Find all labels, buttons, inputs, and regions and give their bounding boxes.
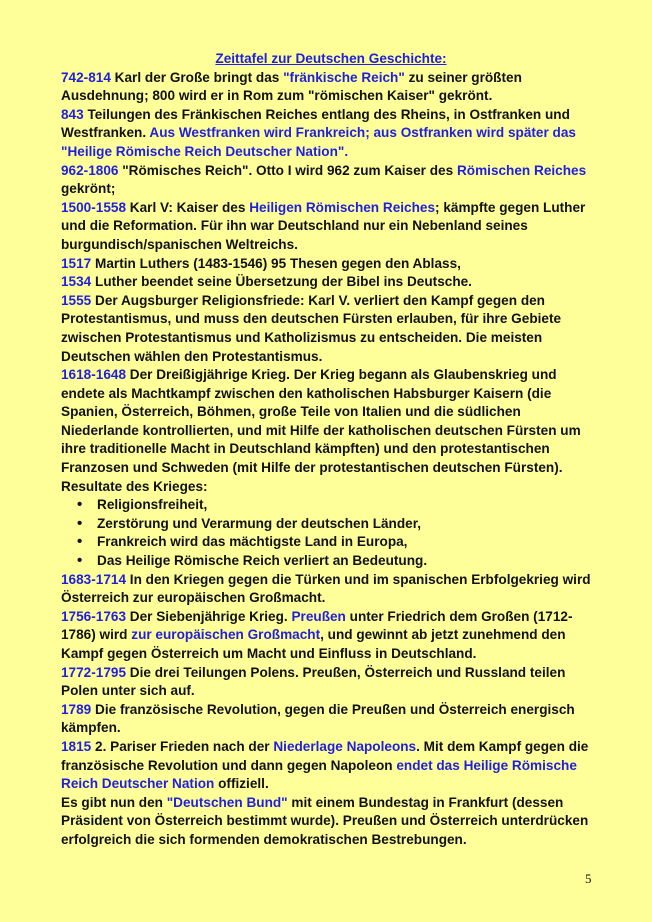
entry-year: 1555 bbox=[61, 292, 92, 308]
entry-text: offiziell. bbox=[214, 776, 269, 792]
entry-1815 bbox=[61, 738, 601, 794]
list-item: • Frankreich wird das mächtigste Land in Europa, bbox=[97, 533, 601, 552]
entry-year: 1534 bbox=[61, 274, 92, 290]
entry-year: 1789 bbox=[61, 701, 92, 717]
entry-text: gekrönt; bbox=[61, 181, 116, 197]
entry-text: Der Siebenjährige Krieg. bbox=[126, 608, 292, 624]
entry-742 bbox=[61, 69, 601, 106]
entry-text: Teilungen des Fränkischen Reiches entlang des Rheins, in Ostfranken und Westfranken. bbox=[61, 106, 570, 141]
entry-highlight: endet das Heilige Römische Reich Deutscher Nation bbox=[61, 757, 577, 792]
entry-year: 1618-1648 bbox=[61, 367, 127, 383]
entry-highlight: Aus Westfranken wird Frankreich; aus Ostfranken wird später das "Heilige Römische Reich Deutscher Nation". bbox=[61, 125, 576, 159]
entry-962 bbox=[61, 162, 601, 199]
entry-year: 1772-1795 bbox=[61, 664, 127, 680]
entry-text: In den Kriegen gegen die Türken und im spanischen Erbfolgekrieg wird Österreich zur europäischen Großmacht. bbox=[61, 571, 591, 606]
entry-text: Die französische Revolution, gegen die Preußen und Österreich energisch kämpfen. bbox=[61, 701, 575, 736]
entry-highlight: zur europäischen Großmacht bbox=[131, 627, 321, 643]
entry-highlight: Heiligen Römischen Reiches bbox=[249, 199, 436, 215]
list-item: • Religionsfreiheit, bbox=[97, 496, 601, 515]
entry-1683 bbox=[61, 571, 601, 608]
entry-text: Martin Luthers (1483-1546) 95 Thesen gegen den Ablass, bbox=[91, 255, 461, 271]
entry-highlight: Niederlage Napoleons bbox=[273, 738, 417, 754]
entry-text: Die drei Teilungen Polens. Preußen, Österreich und Russland teilen Polen unter sich auf. bbox=[61, 664, 566, 699]
entry-text: mit einem Bundestag in Frankfurt (dessen Präsident von Österreich bestimmt wurde). Preußen und Österreich unterdrücken erfolgreich die sich formenden demokratischen Bestrebungen. bbox=[61, 794, 589, 847]
entry-text: Luther beendet seine Übersetzung der Bibel ins Deutsche. bbox=[91, 274, 472, 290]
list-item: • Das Heilige Römische Reich verliert an Bedeutung. bbox=[97, 552, 601, 571]
list-item: • Zerstörung und Verarmung der deutschen Länder, bbox=[97, 515, 601, 534]
entry-text: "Römisches Reich". Otto I wird 962 zum Kaiser des bbox=[118, 162, 457, 178]
entry-year: 962-1806 bbox=[61, 162, 119, 178]
entry-1789 bbox=[61, 701, 601, 738]
entry-1534 bbox=[61, 273, 601, 292]
entry-highlight: Preußen bbox=[291, 608, 346, 624]
entry-text: ; kämpfte gegen Luther und die Reformation. Für ihn war Deutschland nur ein Nebenland seines burgundisch/spanischen Weltreichs. bbox=[61, 199, 586, 252]
entry-text: Es gibt nun den bbox=[61, 794, 167, 810]
entry-highlight: "Deutschen Bund" bbox=[166, 794, 288, 810]
entry-text: 2. Pariser Frieden nach der bbox=[91, 738, 274, 754]
entry-1555 bbox=[61, 292, 601, 366]
entry-deutscher-bund bbox=[61, 794, 601, 850]
entry-highlight: Römischen Reiches bbox=[456, 162, 587, 178]
entry-year: 1500-1558 bbox=[61, 199, 127, 215]
page-title: Zeittafel zur Deutschen Geschichte: bbox=[215, 51, 447, 66]
entry-1618 bbox=[61, 366, 601, 478]
entry-year: 1683-1714 bbox=[61, 571, 127, 587]
entry-text: unter Friedrich dem Großen (1712-1786) wird bbox=[61, 608, 573, 643]
page-number: 5 bbox=[585, 871, 592, 886]
entry-1500 bbox=[61, 199, 601, 255]
entry-text: Karl der Große bringt das bbox=[110, 69, 284, 85]
entry-year: 1517 bbox=[61, 255, 92, 271]
entry-text: Der Dreißigjährige Krieg. Der Krieg begann als Glaubenskrieg und endete als Machtkampf zwischen den katholischen Habsburger Kaisern (die Spanien, Österreich, Böhmen, große Teile von Italien und die südlichen Niederlande kontrollierten, und mit Hilfe der katholischen deutschen Fürsten um ihre traditionelle Macht in Deutschland kämpften) und den protestantischen Franzosen und Schweden (mit Hilfe der protestantischen deutschen Fürsten). bbox=[61, 367, 581, 476]
entry-highlight: "fränkische Reich" bbox=[283, 69, 405, 85]
entry-year: 843 bbox=[61, 106, 84, 122]
entry-year: 742-814 bbox=[61, 69, 111, 85]
entry-year: 1815 bbox=[61, 738, 92, 754]
document-body bbox=[61, 50, 601, 850]
entry-1756 bbox=[61, 608, 601, 664]
entry-year: 1756-1763 bbox=[61, 608, 127, 624]
entry-text: . Mit dem Kampf gegen die französische Revolution und dann gegen Napoleon bbox=[61, 738, 589, 773]
entry-1772 bbox=[61, 664, 601, 701]
results-heading: Resultate des Krieges: bbox=[61, 478, 208, 494]
entry-843 bbox=[61, 106, 601, 162]
entry-text: Der Augsburger Religionsfriede: Karl V. verliert den Kampf gegen den Protestantismus, und muss den deutschen Fürsten erlauben, für ihre Gebiete zwischen Protestantismus und Katholizismus zu entscheiden. Die meisten Deutschen wählen den Protestantismus. bbox=[61, 292, 562, 364]
entry-text: zu seiner größten Ausdehnung; 800 wird er in Rom zum "römischen Kaiser" gekrönt. bbox=[61, 69, 522, 104]
entry-text: Karl V: Kaiser des bbox=[126, 199, 250, 215]
entry-text: , und gewinnt ab jetzt zunehmend den Kampf gegen Österreich um Macht und Einfluss in Deutschland. bbox=[61, 627, 566, 661]
results-list bbox=[61, 496, 601, 570]
entry-1517 bbox=[61, 255, 601, 274]
